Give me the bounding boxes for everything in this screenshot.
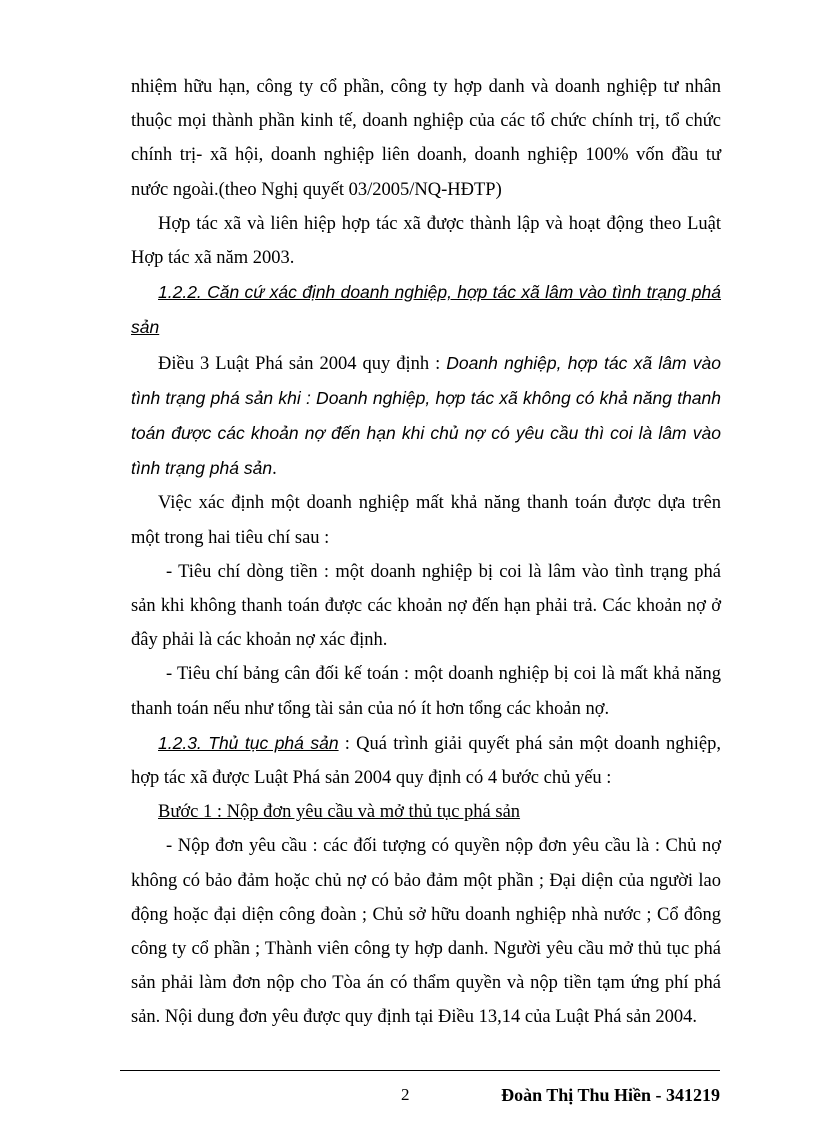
paragraph bbox=[131, 726, 721, 795]
footer-author: Đoàn Thị Thu Hiền - 341219 bbox=[501, 1085, 720, 1105]
quoted-law-text: Doanh nghiệp, hợp tác xã lâm vào tình trạng phá sản khi : Doanh nghiệp, hợp tác xã không có khả năng thanh toán được các khoản nợ đến hạn khi chủ nợ có yêu cầu thì coi là lâm vào tình trạng phá sản bbox=[131, 352, 721, 479]
paragraph: Hợp tác xã và liên hiệp hợp tác xã được thành lập và hoạt động theo Luật Hợp tác xã năm 2003. bbox=[131, 213, 721, 269]
bullet-paragraph: - Tiêu chí bảng cân đối kế toán : một doanh nghiệp bị coi là mất khả năng thanh toán nếu như tổng tài sản của nó ít hơn tổng các khoản nợ. bbox=[131, 664, 721, 719]
paragraph bbox=[131, 346, 721, 487]
section-heading-1-2-2 bbox=[131, 275, 721, 345]
paragraph-lead: Điều 3 Luật Phá sản 2004 quy định : bbox=[158, 353, 447, 374]
section-heading-text: 1.2.2. Căn cứ xác định doanh nghiệp, hợp tác xã lâm vào tình trạng phá sản bbox=[131, 282, 721, 338]
bullet-paragraph: - Tiêu chí dòng tiền : một doanh nghiệp bị coi là lâm vào tình trạng phá sản khi không thanh toán được các khoản nợ đến hạn phải trả. Các khoản nợ ở đây phải là các khoản nợ xác định. bbox=[131, 561, 721, 651]
paragraph: Việc xác định một doanh nghiệp mất khả năng thanh toán được dựa trên một trong hai tiêu chí sau : bbox=[131, 493, 721, 548]
paragraph-end: . bbox=[272, 459, 277, 480]
bullet-paragraph: - Nộp đơn yêu cầu : các đối tượng có quyền nộp đơn yêu cầu là : Chủ nợ không có bảo đảm hoặc chủ nợ có bảo đảm một phần ; Đại diện của người lao động hoặc đại diện công đoàn ; Chủ sở hữu doanh nghiệp nhà nước ; Cổ đông công ty cổ phần ; Thành viên công ty hợp danh. Người yêu cầu mở thủ tục phá sản phải làm đơn nộp cho Tòa án có thẩm quyền và nộp tiền tạm ứng phí phá sản. Nội dung đơn yêu được quy định tại Điều 13,14 của Luật Phá sản 2004. bbox=[131, 836, 721, 1028]
paragraph-text: : Quá trình giải quyết phá sản một doanh nghiệp, hợp tác xã được Luật Phá sản 2004 quy định có 4 bước chủ yếu : bbox=[131, 733, 721, 789]
page-number: 2 bbox=[401, 1085, 410, 1104]
step-heading bbox=[131, 795, 721, 829]
step-heading-text: Bước 1 : Nộp đơn yêu cầu và mở thủ tục phá sản bbox=[158, 802, 521, 823]
section-heading-1-2-3: 1.2.3. Thủ tục phá sản bbox=[158, 732, 339, 753]
footer-divider bbox=[120, 1070, 720, 1071]
document-body bbox=[131, 70, 721, 1035]
paragraph: nhiệm hữu hạn, công ty cổ phần, công ty hợp danh và doanh nghiệp tư nhân thuộc mọi thành phần kinh tế, doanh nghiệp của các tổ chức chính trị, tổ chức chính trị- xã hội, doanh nghiệp liên doanh, doanh nghiệp 100% vốn đầu tư nước ngoài.(theo Nghị quyết 03/2005/NQ-HĐTP) bbox=[131, 77, 721, 200]
